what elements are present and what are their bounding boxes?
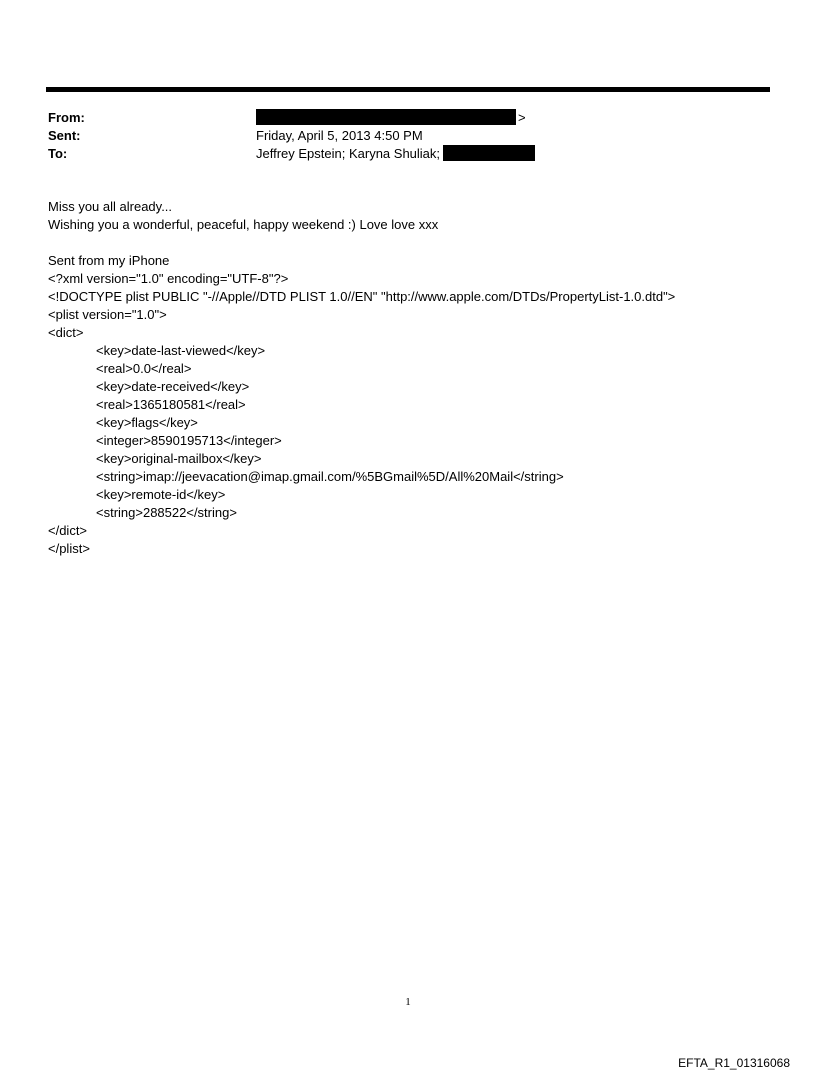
redaction-box [443,145,535,161]
dict-line: <key>date-last-viewed</key> [96,343,266,358]
dict-line: <key>date-received</key> [96,379,250,394]
from-value [256,109,526,127]
dict-open: <dict> [48,325,84,340]
dict-line: <string>288522</string> [96,505,237,520]
dict-line: <key>original-mailbox</key> [96,451,262,466]
plist-open: <plist version="1.0"> [48,307,167,322]
redaction-box [256,109,516,125]
doctype-line: <!DOCTYPE plist PUBLIC "-//Apple//DTD PLIST 1.0//EN" "http://www.apple.com/DTDs/PropertyList-1.0.dtd"> [48,289,676,304]
header-rule [46,87,770,92]
from-label: From: [48,110,85,125]
to-label: To: [48,146,68,161]
page-number: 1 [405,996,411,1008]
dict-close: </dict> [48,523,88,538]
signature-line: Sent from my iPhone [48,253,170,268]
dict-line: <key>remote-id</key> [96,487,226,502]
to-row [48,145,768,163]
dict-line: <integer>8590195713</integer> [96,433,282,448]
dict-line: <real>1365180581</real> [96,397,246,412]
sent-row [48,127,768,145]
greeting-line: Miss you all already... [48,199,173,214]
blank-line [48,234,788,252]
from-suffix: > [518,110,526,125]
email-header [48,109,768,163]
wish-line: Wishing you a wonderful, peaceful, happy weekend :) Love love xxx [48,217,439,232]
sent-label: Sent: [48,128,81,143]
dict-line: <real>0.0</real> [96,361,192,376]
dict-line: <string>imap://jeevacation@imap.gmail.com/%5BGmail%5D/All%20Mail</string> [96,469,564,484]
email-body [48,198,788,558]
document-id: EFTA_R1_01316068 [678,1056,790,1070]
to-value [256,145,535,163]
sent-value: Friday, April 5, 2013 4:50 PM [256,128,423,143]
xml-declaration: <?xml version="1.0" encoding="UTF-8"?> [48,271,289,286]
from-row [48,109,768,127]
to-recipients: Jeffrey Epstein; Karyna Shuliak; [256,146,441,161]
plist-close: </plist> [48,541,90,556]
dict-line: <key>flags</key> [96,415,198,430]
